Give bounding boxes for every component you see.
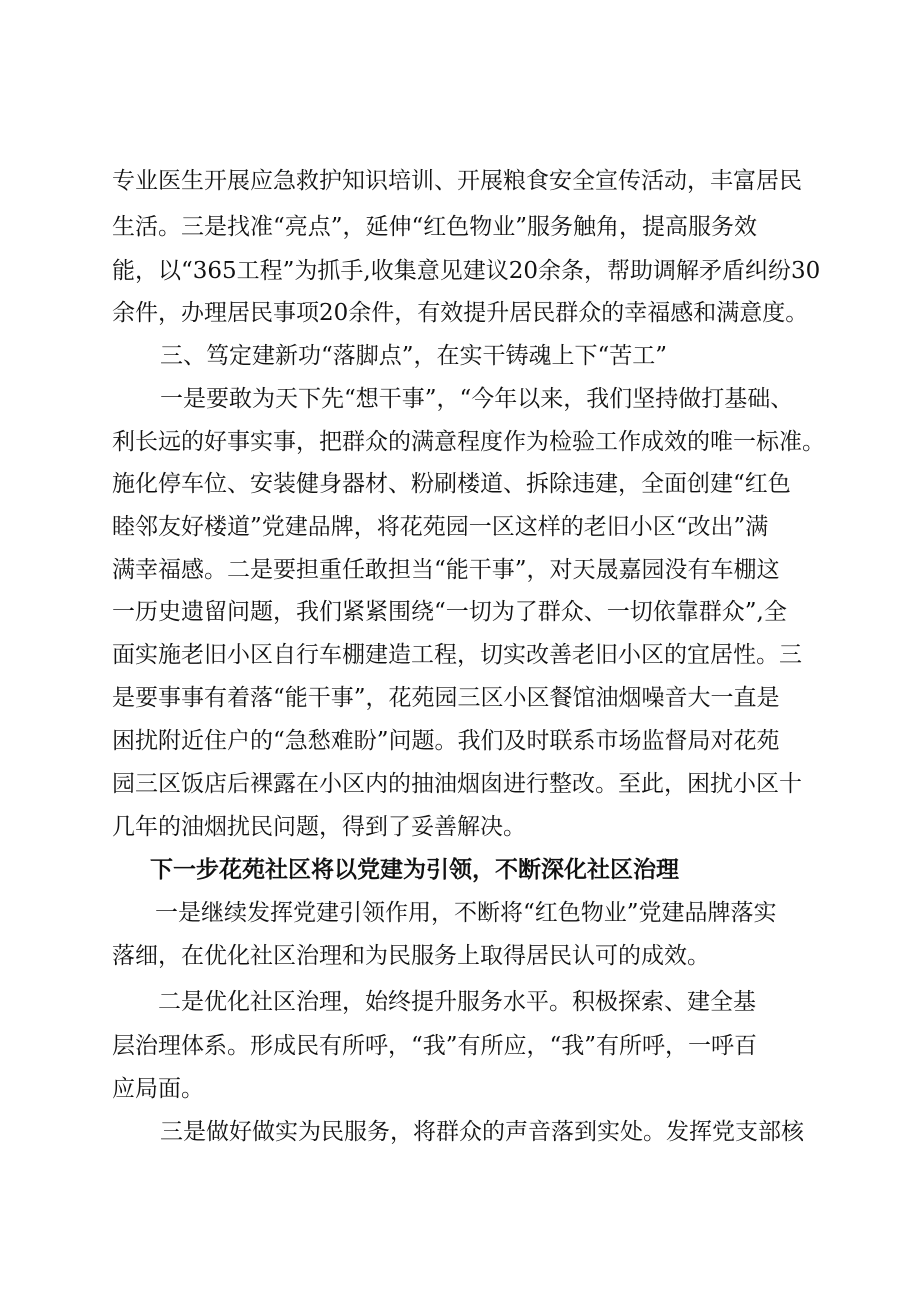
text-line: 几年的油烟扰民问题，得到了妥善解决。 [112,814,526,840]
text-line: 困扰附近住户的“急愁难盼”问题。我们及时联系市场监督局对花苑 [112,728,780,754]
text-line: 睦邻友好楼道”党建品牌，将花苑园一区这样的老旧小区“改出”满 [112,514,769,540]
text-line: 应局面。 [112,1076,204,1102]
text-line: 一历史遗留问题，我们紧紧围绕“一切为了群众、一切依靠群众”,全 [112,599,787,625]
section-heading: 三、笃定建新功“落脚点”，在实干铸魂上下“苦工” [160,343,668,369]
text-line: 一是继续发挥党建引领作用，不断将“红色物业”党建品牌落实 [155,900,777,926]
text-line: 是要事事有着落“能干事”，花苑园三区小区餐馆油烟噪音大一直是 [112,685,780,711]
text-line: 专业医生开展应急救护知识培训、开展粮食安全宣传活动，丰富居民 [112,168,802,194]
text-line: 一是要敢为天下先“想干事”，“今年以来，我们坚持做打基础、 [160,386,794,412]
bold-heading: 下一步花苑社区将以党建为引领，不断深化社区治理 [150,856,679,883]
text-line: 二是优化社区治理，始终提升服务水平。积极探索、建全基 [158,989,756,1015]
text-line: 能，以“365工程”为抓手,收集意见建议20余条，帮助调解矛盾纠纷30 [112,258,821,284]
text-line: 三是做好做实为民服务，将群众的声音落到实处。发挥党支部核 [160,1119,804,1145]
text-line: 余件，办理居民事项20余件，有效提升居民群众的幸福感和满意度。 [112,300,809,326]
text-line: 满幸福感。二是要担重任敢担当“能干事”，对天晟嘉园没有车棚这 [112,557,780,583]
text-line: 施化停车位、安装健身器材、粉刷楼道、拆除违建，全面创建“红色 [112,471,791,497]
text-line: 面实施老旧小区自行车棚建造工程，切实改善老旧小区的宜居性。三 [112,642,802,668]
text-line: 园三区饭店后裸露在小区内的抽油烟囱进行整改。至此，困扰小区十 [112,771,802,797]
text-line: 层治理体系。形成民有所呼，“我”有所应，“我”有所呼，一呼百 [112,1033,758,1059]
text-line: 生活。三是找准“亮点”，延伸“红色物业”服务触角，提高服务效 [112,214,758,240]
text-line: 利长远的好事实事，把群众的满意程度作为检验工作成效的唯一标准。 [112,429,825,455]
text-line: 落细，在优化社区治理和为民服务上取得居民认可的成效。 [112,943,710,969]
